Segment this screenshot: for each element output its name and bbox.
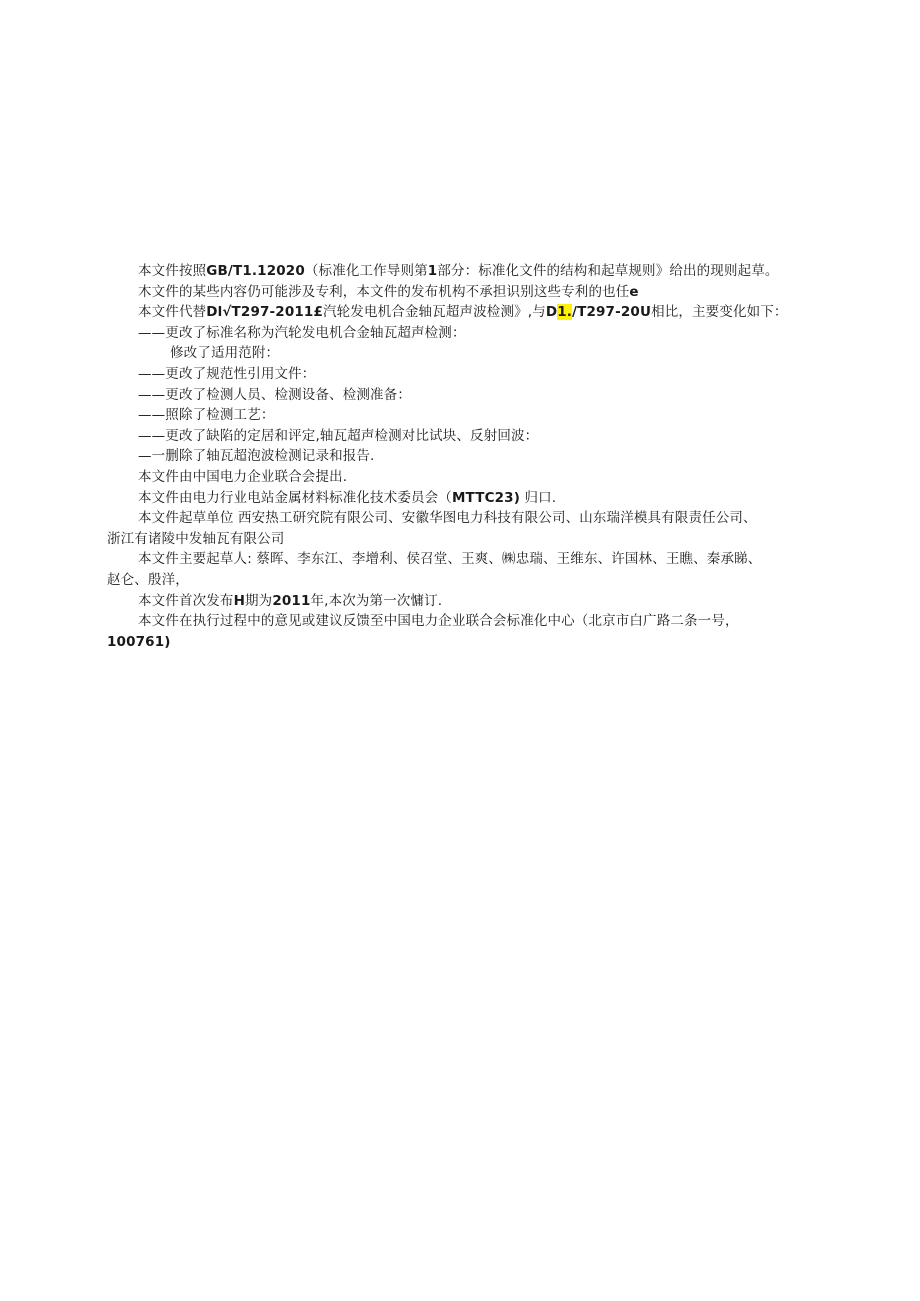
text-run: 木文件的某些内容仍可能涉及专利，本文件的发布机构不承担识别这些专利的也任	[138, 283, 630, 300]
change-item: ——更改了标准名称为汽轮发电机合金轴瓦超声检测：	[138, 324, 466, 341]
text-run: e	[629, 283, 639, 300]
change-item: ——更改了规范性引用文件：	[138, 365, 316, 382]
standard-reference: Dl√T297-2011£	[206, 304, 323, 321]
committee-paragraph	[0, 488, 920, 509]
foreword-body	[0, 261, 920, 652]
change-item: —一删除了轴瓦超泡波检测记录和报告.	[138, 448, 375, 465]
replacement-paragraph	[0, 302, 920, 323]
text-run: （标准化工作导则第	[304, 263, 428, 279]
standard-reference: /T297-20U	[572, 304, 652, 321]
standard-reference: D	[545, 304, 558, 321]
highlighted-text: 1.	[557, 304, 573, 321]
proposer-paragraph: 本文件由中国电力企业联合会提出.	[138, 468, 348, 485]
postal-code: 100761)	[107, 633, 171, 650]
change-item: ——照除了检测工艺：	[138, 407, 275, 424]
change-item: ——更改了缺陷的定居和评定,轴瓦超声检测对比试块、反射回波：	[138, 427, 539, 444]
text-run: 本文件首次发布	[138, 592, 234, 609]
text-run: 汽轮发电机合金轴瓦超声波检测》,与	[323, 304, 546, 321]
committee-code: MTTC23)	[451, 489, 521, 506]
drafting-units-line-1: 本文件起草单位 西安热工研究院有限公司、安徽华图电力科技有限公司、山东瑞洋模具有限责任公司、	[138, 510, 757, 527]
drafting-units-line-2: 浙江有诸陵中发轴瓦有限公司	[107, 530, 285, 547]
text-run: 本文件按照	[138, 263, 207, 279]
publication-history-paragraph	[0, 591, 920, 612]
feedback-line-1: 本文件在执行过程中的意见或建议反馈至中国电力企业联合会标准化中心（北京市白广路二条一号，	[138, 613, 739, 630]
text-run: 期为	[245, 592, 273, 609]
standard-reference: GB/T1.12020	[206, 263, 305, 279]
year: 2011	[272, 592, 311, 609]
drafters-line-1: 本文件主要起草人: 蔡晖、李东江、李增利、侯召堂、王爽、㈱忠瑞、王维东、许国林、王瞧、秦承睇、	[138, 551, 762, 568]
change-item: ——更改了检测人员、检测设备、检测准备：	[138, 386, 411, 403]
text-run: 本文件由电力行业电站金属材料标准化技术委员会（	[138, 489, 452, 506]
text-run: 归口.	[520, 489, 557, 506]
text-run: 本文件代替	[138, 304, 207, 321]
drafting-rules-paragraph	[0, 261, 920, 282]
text-run: 年,本次为第一次慵订.	[310, 592, 443, 609]
change-item: 修改了适用范附：	[170, 345, 280, 362]
text-run: H	[233, 592, 246, 609]
drafters-line-2: 赵仑、殷洋，	[107, 571, 189, 588]
text-run: 部分：标准化文件的结构和起草规则》给出的现则起草。	[437, 263, 779, 279]
text-run: 相比，主要变化如下：	[651, 304, 788, 321]
patent-notice-paragraph	[0, 282, 920, 303]
part-number: 1	[427, 263, 438, 279]
